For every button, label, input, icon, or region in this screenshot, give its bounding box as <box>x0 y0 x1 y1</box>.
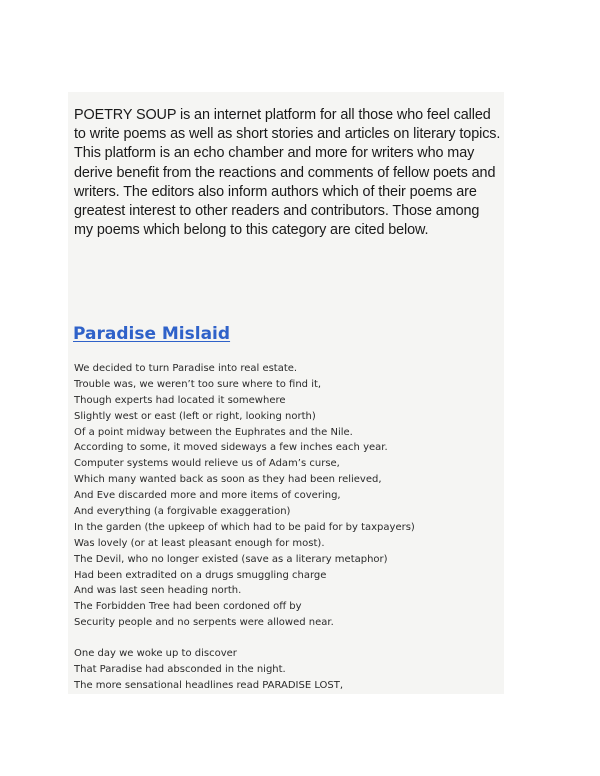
poem-line: Slightly west or east (left or right, looking north) <box>74 410 316 422</box>
stanza-1 <box>74 361 504 631</box>
poem-line: Computer systems would relieve us of Adam’s curse, <box>74 458 340 470</box>
poem-line: The Devil, who no longer existed (save as a literary metaphor) <box>74 553 388 565</box>
poem-line: The more sensational headlines read PARADISE LOST, <box>74 680 344 692</box>
poem-line: Of a point midway between the Euphrates and the Nile. <box>74 426 353 438</box>
poem-line: According to some, it moved sideways a few inches each year. <box>74 442 388 454</box>
poem-line: One day we woke up to discover <box>74 648 237 660</box>
poem-line: Was lovely (or at least pleasant enough for most). <box>74 537 325 549</box>
poem-line: And Eve discarded more and more items of covering, <box>74 490 341 502</box>
intro-paragraph: POETRY SOUP is an internet platform for all those who feel called to write poems as well as short stories and articles on literary topics. This platform is an echo chamber and more for writers who may derive benefit from the reactions and comments of fellow poets and writers. The editors also inform authors which of their poems are greatest interest to other readers and contributors. Those among my poems which belong to this category are cited below. <box>74 107 501 239</box>
poem-line: The Forbidden Tree had been cordoned off by <box>74 601 302 613</box>
poem-line: In the garden (the upkeep of which had to be paid for by taxpayers) <box>74 521 415 533</box>
stanza-2 <box>74 646 504 694</box>
poem-title-link[interactable]: Paradise Mislaid <box>73 324 231 344</box>
poem-line: Which many wanted back as soon as they had been relieved, <box>74 474 382 486</box>
poem-line: We decided to turn Paradise into real estate. <box>74 363 298 374</box>
poem-line: Trouble was, we weren’t too sure where to find it, <box>74 378 322 390</box>
poem-line: And was last seen heading north. <box>74 585 242 597</box>
poem-line: That Paradise had absconded in the night. <box>74 664 286 676</box>
poem-line: Security people and no serpents were allowed near. <box>74 617 334 629</box>
poem-line: And everything (a forgivable exaggeration) <box>74 506 291 518</box>
poem-body <box>74 361 504 694</box>
poem-line: Had been extradited on a drugs smuggling charge <box>74 569 327 581</box>
poem-line: Though experts had located it somewhere <box>74 394 286 406</box>
